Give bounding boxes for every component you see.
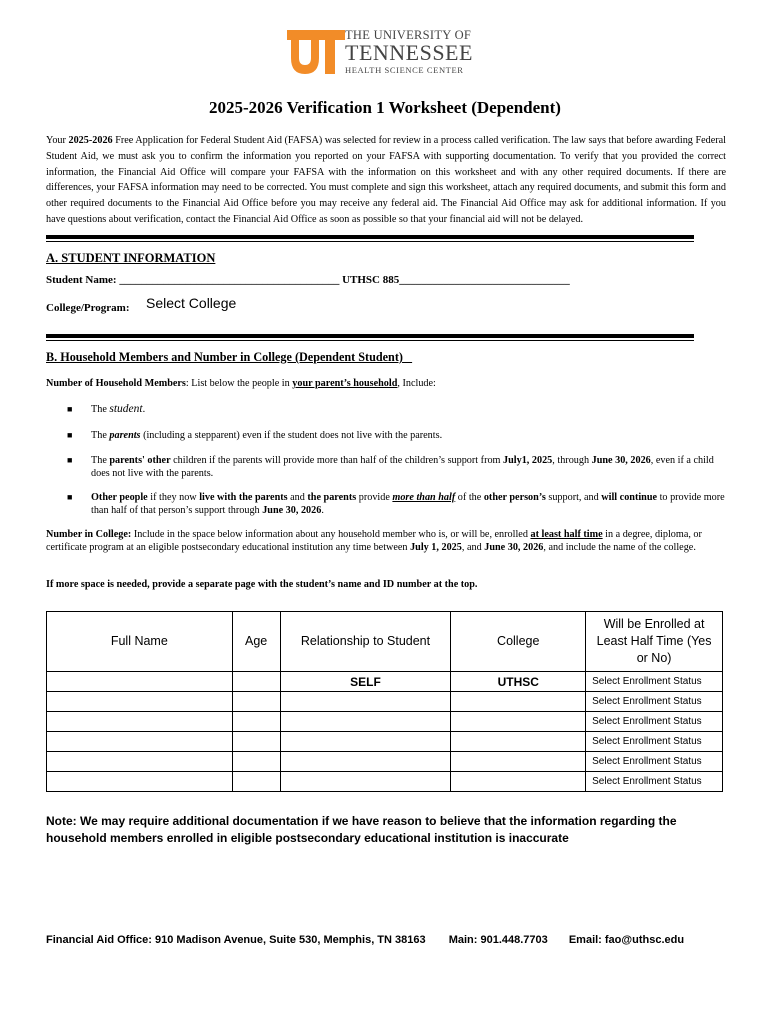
bullet-icon: ■ — [67, 404, 73, 414]
college-program-label: College/Program: — [46, 302, 130, 314]
cell-college[interactable] — [451, 752, 586, 772]
section-divider — [46, 334, 694, 341]
header-college: College — [451, 612, 586, 672]
cell-college[interactable] — [451, 712, 586, 732]
cell-college[interactable] — [451, 692, 586, 712]
cell-full-name[interactable] — [47, 712, 233, 732]
header-enrolled-half-time: Will be Enrolled at Least Half Time (Yes or No) — [586, 612, 723, 672]
note-text: Note: We may require additional documentation if we have reason to believe that the information regarding the household members enrolled in eligible postsecondary educational institution is inaccurate — [46, 814, 677, 845]
header-relationship: Relationship to Student — [280, 612, 451, 672]
footer — [46, 934, 684, 946]
bullet-icon: ■ — [67, 455, 73, 465]
uthsc-logo — [285, 28, 473, 78]
bullet-other-people: Other people if they now live with the parents and the parents provide more than half of the other person’s support, and will continue to provide more than half of that person’s support through June 30, 2026. — [91, 492, 725, 516]
cell-enrollment-status-select[interactable]: Select Enrollment Status — [586, 672, 723, 692]
cell-enrollment-status-select[interactable]: Select Enrollment Status — [586, 692, 723, 712]
table-row — [47, 732, 723, 752]
intro-paragraph: Your 2025-2026 Free Application for Federal Student Aid (FAFSA) was selected for review in a process called verification. The law says that before awarding Federal Student Aid, we must ask you to confirm the information you reported on your FAFSA with supporting documentation. To verify that you provided the correct information, the Financial Aid Office will compare your FAFSA with the information on this worksheet and with any other required documents. If there are differences, your FAFSA information may need to be corrected. You must complete and sign this worksheet, attach any required documents, and submit this form and other required documents to the Financial Aid Office before you may receive any federal aid. The Financial Aid Office may ask for additional information. If you have questions about verification, contact the Financial Aid Office as soon as possible so that your financial aid will not be delayed. — [46, 135, 726, 225]
cell-relationship[interactable] — [280, 732, 451, 752]
cell-full-name[interactable] — [47, 692, 233, 712]
cell-age[interactable] — [232, 692, 280, 712]
bullet-student: The student. — [91, 403, 146, 415]
section-b-heading: B. Household Members and Number in College (Dependent Student) — [46, 350, 403, 364]
cell-enrollment-status-select[interactable]: Select Enrollment Status — [586, 732, 723, 752]
cell-age[interactable] — [232, 732, 280, 752]
cell-full-name[interactable] — [47, 752, 233, 772]
cell-college[interactable] — [451, 732, 586, 752]
cell-enrollment-status-select[interactable]: Select Enrollment Status — [586, 712, 723, 732]
cell-enrollment-status-select[interactable]: Select Enrollment Status — [586, 752, 723, 772]
student-name-field[interactable]: Student Name: ________________________________________ UTHSC 885_______________________________ — [46, 274, 570, 286]
page-title: 2025-2026 Verification 1 Worksheet (Dependent) — [209, 98, 561, 117]
cell-age[interactable] — [232, 712, 280, 732]
cell-relationship[interactable] — [280, 752, 451, 772]
number-in-college-text: Number in College: Include in the space below information about any household member who is, or will be, enrolled at least half time in a degree, diploma, or certificate program at an eligible postsecondary educational institution any time between July 1, 2025, and June 30, 2026, and include the name of the college. — [46, 529, 702, 553]
cell-relationship[interactable] — [280, 772, 451, 792]
footer-main-phone: Main: 901.448.7703 — [448, 934, 548, 946]
household-members-text: Number of Household Members: List below the people in your parent’s household, Include: — [46, 378, 436, 389]
cell-full-name[interactable] — [47, 672, 233, 692]
cell-age[interactable] — [232, 672, 280, 692]
header-full-name: Full Name — [47, 612, 233, 672]
table-row — [47, 772, 723, 792]
table-row — [47, 712, 723, 732]
bullet-other-children: The parents' other children if the parents will provide more than half of the children’s support from July1, 2025, through June 30, 2026, even if a child does not live with the parents. — [91, 455, 714, 479]
bullet-icon: ■ — [67, 430, 73, 440]
footer-email[interactable]: Email: fao@uthsc.edu — [568, 934, 685, 946]
more-space-note: If more space is needed, provide a separate page with the student’s name and ID number at the top. — [46, 579, 478, 590]
table-row — [47, 672, 723, 692]
table-row — [47, 692, 723, 712]
table-row — [47, 752, 723, 772]
footer-office-address: Financial Aid Office: 910 Madison Avenue, Suite 530, Memphis, TN 38163 — [46, 934, 426, 946]
college-select[interactable]: Select College — [146, 295, 237, 311]
cell-age[interactable] — [232, 772, 280, 792]
ut-logo-icon — [285, 28, 347, 76]
cell-relationship[interactable] — [280, 712, 451, 732]
section-divider — [46, 235, 694, 242]
section-a-heading: A. STUDENT INFORMATION — [46, 251, 216, 265]
logo-line3: HEALTH SCIENCE CENTER — [345, 65, 464, 75]
header-age: Age — [232, 612, 280, 672]
cell-enrollment-status-select[interactable]: Select Enrollment Status — [586, 772, 723, 792]
cell-relationship[interactable]: SELF — [280, 672, 451, 692]
cell-full-name[interactable] — [47, 772, 233, 792]
cell-relationship[interactable] — [280, 692, 451, 712]
cell-college[interactable] — [451, 772, 586, 792]
household-table — [46, 611, 723, 792]
logo-line2: TENNESSEE — [345, 40, 473, 65]
logo-line1: THE UNIVERSITY OF — [345, 28, 472, 42]
cell-full-name[interactable] — [47, 732, 233, 752]
cell-college[interactable]: UTHSC — [451, 672, 586, 692]
bullet-icon: ■ — [67, 492, 73, 502]
cell-age[interactable] — [232, 752, 280, 772]
bullet-parents: The parents (including a stepparent) even if the student does not live with the parents. — [91, 430, 443, 441]
